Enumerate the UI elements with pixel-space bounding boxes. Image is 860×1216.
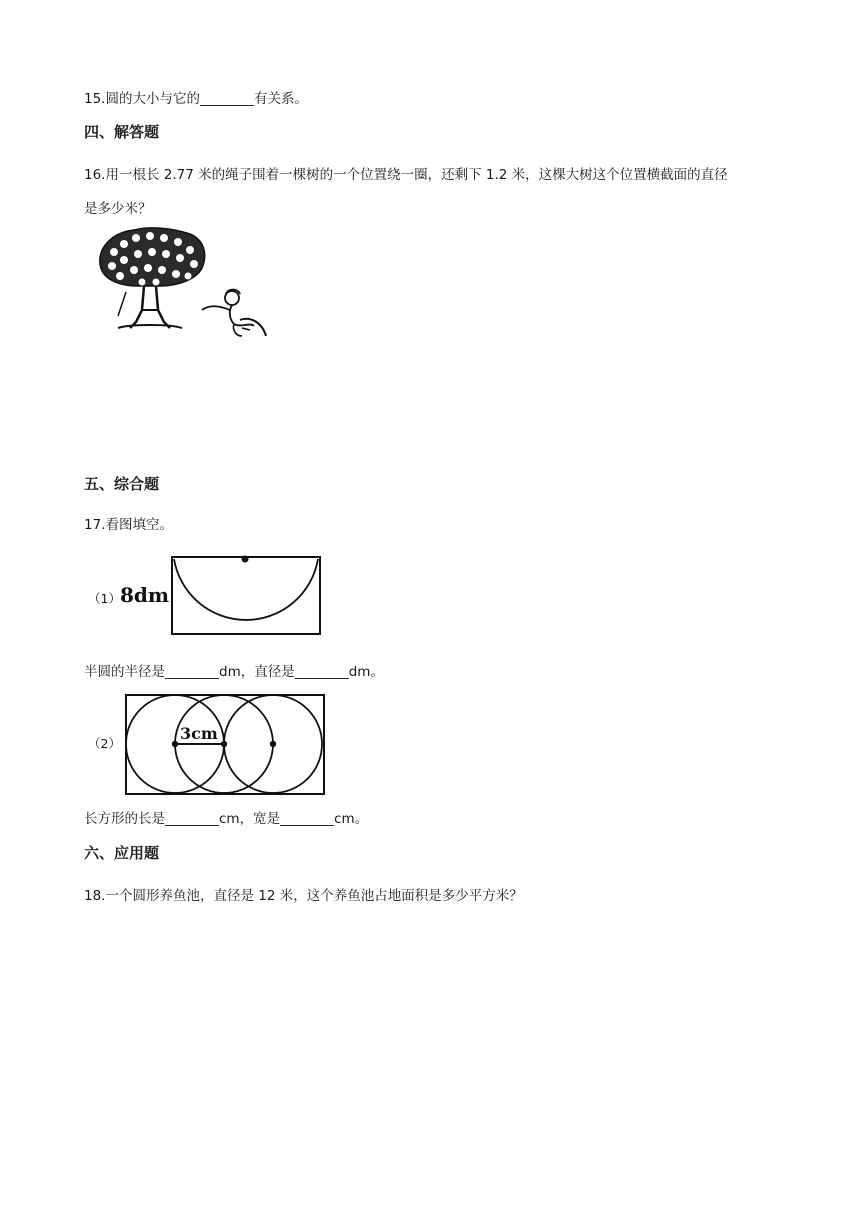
three-circles-in-rectangle-figure bbox=[122, 692, 332, 798]
figure-2-center-dot-middle bbox=[221, 741, 227, 747]
question-16-line-1: 16.用一根长 2.77 米的绳子围着一棵树的一个位置绕一圈，还剩下 1.2 米，这棵大树这个位置横截面的直径 bbox=[84, 167, 728, 183]
tree-and-person-illustration bbox=[90, 224, 272, 340]
figure-1-semicircle bbox=[174, 559, 318, 620]
section-6-heading: 六、应用题 bbox=[84, 844, 160, 862]
question-17-part-1-marker: （1） bbox=[88, 591, 121, 606]
figure-2-center-dot-left bbox=[172, 741, 178, 747]
question-17-title: 17.看图填空。 bbox=[84, 517, 173, 533]
semicircle-in-rectangle-figure bbox=[118, 552, 324, 638]
question-15: 15.圆的大小与它的________有关系。 bbox=[84, 91, 308, 107]
question-17-part-2-marker: （2） bbox=[88, 736, 121, 751]
question-17-part-2-answer: 长方形的长是________cm，宽是________cm。 bbox=[84, 811, 369, 827]
section-5-heading: 五、综合题 bbox=[84, 475, 160, 493]
person-illustration bbox=[202, 290, 266, 337]
figure-1-center-dot bbox=[242, 556, 249, 563]
question-17-part-1-answer: 半圆的半径是________dm，直径是________dm。 bbox=[84, 664, 384, 680]
section-4-heading: 四、解答题 bbox=[84, 123, 160, 141]
figure-1-rectangle bbox=[172, 557, 320, 634]
question-18: 18.一个圆形养鱼池，直径是 12 米，这个养鱼池占地面积是多少平方米？ bbox=[84, 888, 523, 904]
figure-2-radius-label: 3cm bbox=[180, 724, 218, 743]
question-16-line-2: 是多少米？ bbox=[84, 201, 152, 217]
figure-2-center-dot-right bbox=[270, 741, 276, 747]
figure-1-side-label: 8dm bbox=[120, 583, 170, 607]
tree-illustration bbox=[100, 228, 205, 328]
